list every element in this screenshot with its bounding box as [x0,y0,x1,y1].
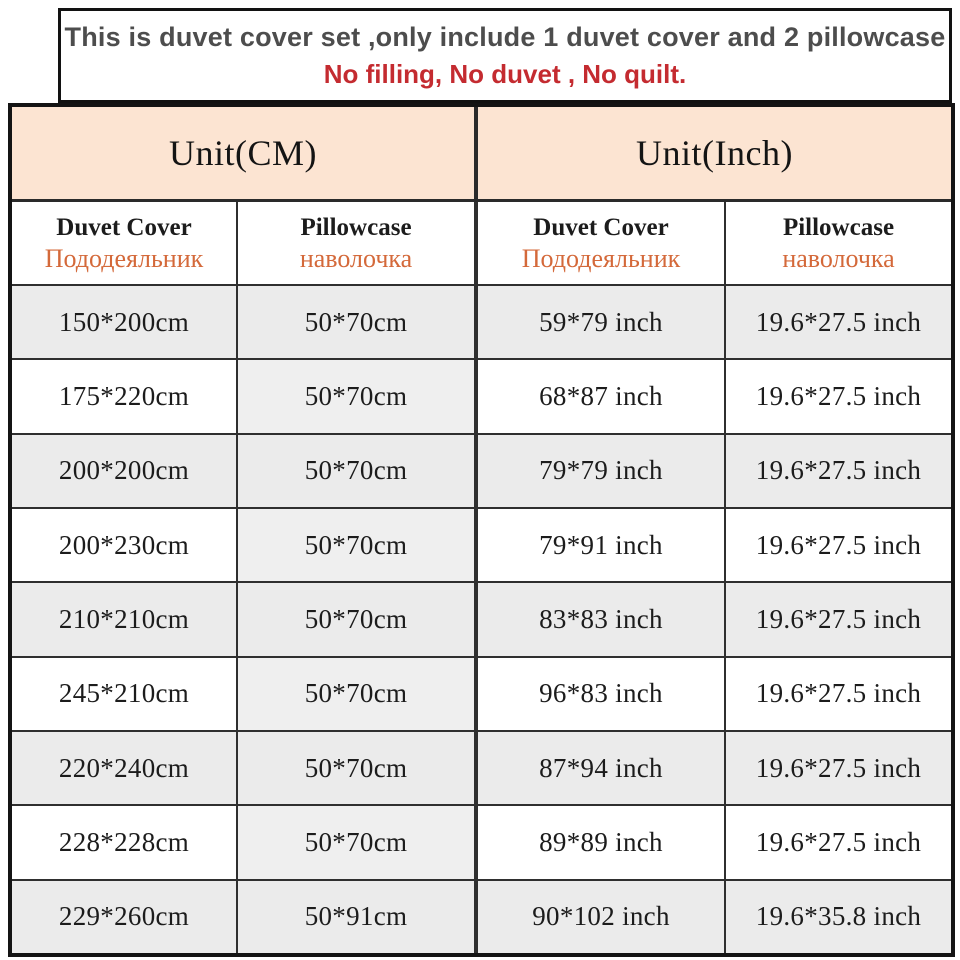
column-header-label-en: Duvet Cover [533,213,669,241]
unit-header-row [12,107,951,202]
size-cell: 87*94 inch [478,732,726,804]
size-cell: 79*91 inch [478,509,726,581]
size-cell: 175*220cm [12,360,238,432]
column-header-label-ru: Пододеяльник [44,244,204,274]
size-cell: 83*83 inch [478,583,726,655]
column-header-label-ru: Пододеяльник [521,244,681,274]
size-cell: 89*89 inch [478,806,726,878]
size-cell: 90*102 inch [478,881,726,953]
column-header-label-ru: наволочка [299,244,413,274]
column-header-row [12,202,951,286]
table-row [12,732,951,806]
column-header-label-en: Pillowcase [782,213,895,241]
size-cell: 228*228cm [12,806,238,878]
notice-line-2: No filling, No duvet , No quilt. [323,58,687,89]
notice-line-1: This is duvet cover set ,only include 1 duvet cover and 2 pillowcase [64,21,946,52]
table-row [12,509,951,583]
column-header-pillowcase-cm [238,202,478,284]
size-cell: 50*91cm [238,881,478,953]
size-cell: 245*210cm [12,658,238,730]
column-header-label-ru: наволочка [782,244,895,274]
size-cell: 50*70cm [238,435,478,507]
table-row [12,286,951,360]
size-cell: 50*70cm [238,732,478,804]
size-cell: 19.6*27.5 inch [726,806,951,878]
table-row [12,360,951,434]
size-cell: 50*70cm [238,583,478,655]
size-cell: 19.6*27.5 inch [726,286,951,358]
table-row [12,583,951,657]
size-cell: 19.6*27.5 inch [726,360,951,432]
size-cell: 19.6*27.5 inch [726,732,951,804]
column-header-label-en: Duvet Cover [56,213,192,241]
size-cell: 50*70cm [238,360,478,432]
size-cell: 229*260cm [12,881,238,953]
size-cell: 19.6*27.5 inch [726,509,951,581]
size-cell: 210*210cm [12,583,238,655]
size-table [8,103,955,957]
size-cell: 19.6*35.8 inch [726,881,951,953]
unit-header-cm: Unit(CM) [12,107,478,199]
size-cell: 19.6*27.5 inch [726,435,951,507]
size-cell: 59*79 inch [478,286,726,358]
table-row [12,806,951,880]
size-cell: 50*70cm [238,658,478,730]
table-row [12,435,951,509]
size-cell: 68*87 inch [478,360,726,432]
size-cell: 50*70cm [238,509,478,581]
size-cell: 19.6*27.5 inch [726,583,951,655]
column-header-duvet-cover-cm [12,202,238,284]
notice-box [58,8,952,103]
size-cell: 200*230cm [12,509,238,581]
size-cell: 220*240cm [12,732,238,804]
table-row [12,881,951,953]
size-cell: 50*70cm [238,806,478,878]
size-cell: 50*70cm [238,286,478,358]
column-header-pillowcase-inch [726,202,951,284]
table-row [12,658,951,732]
size-cell: 79*79 inch [478,435,726,507]
size-cell: 96*83 inch [478,658,726,730]
column-header-label-en: Pillowcase [300,213,412,241]
column-header-duvet-cover-inch [478,202,726,284]
size-cell: 200*200cm [12,435,238,507]
size-cell: 150*200cm [12,286,238,358]
size-cell: 19.6*27.5 inch [726,658,951,730]
unit-header-inch: Unit(Inch) [478,107,951,199]
